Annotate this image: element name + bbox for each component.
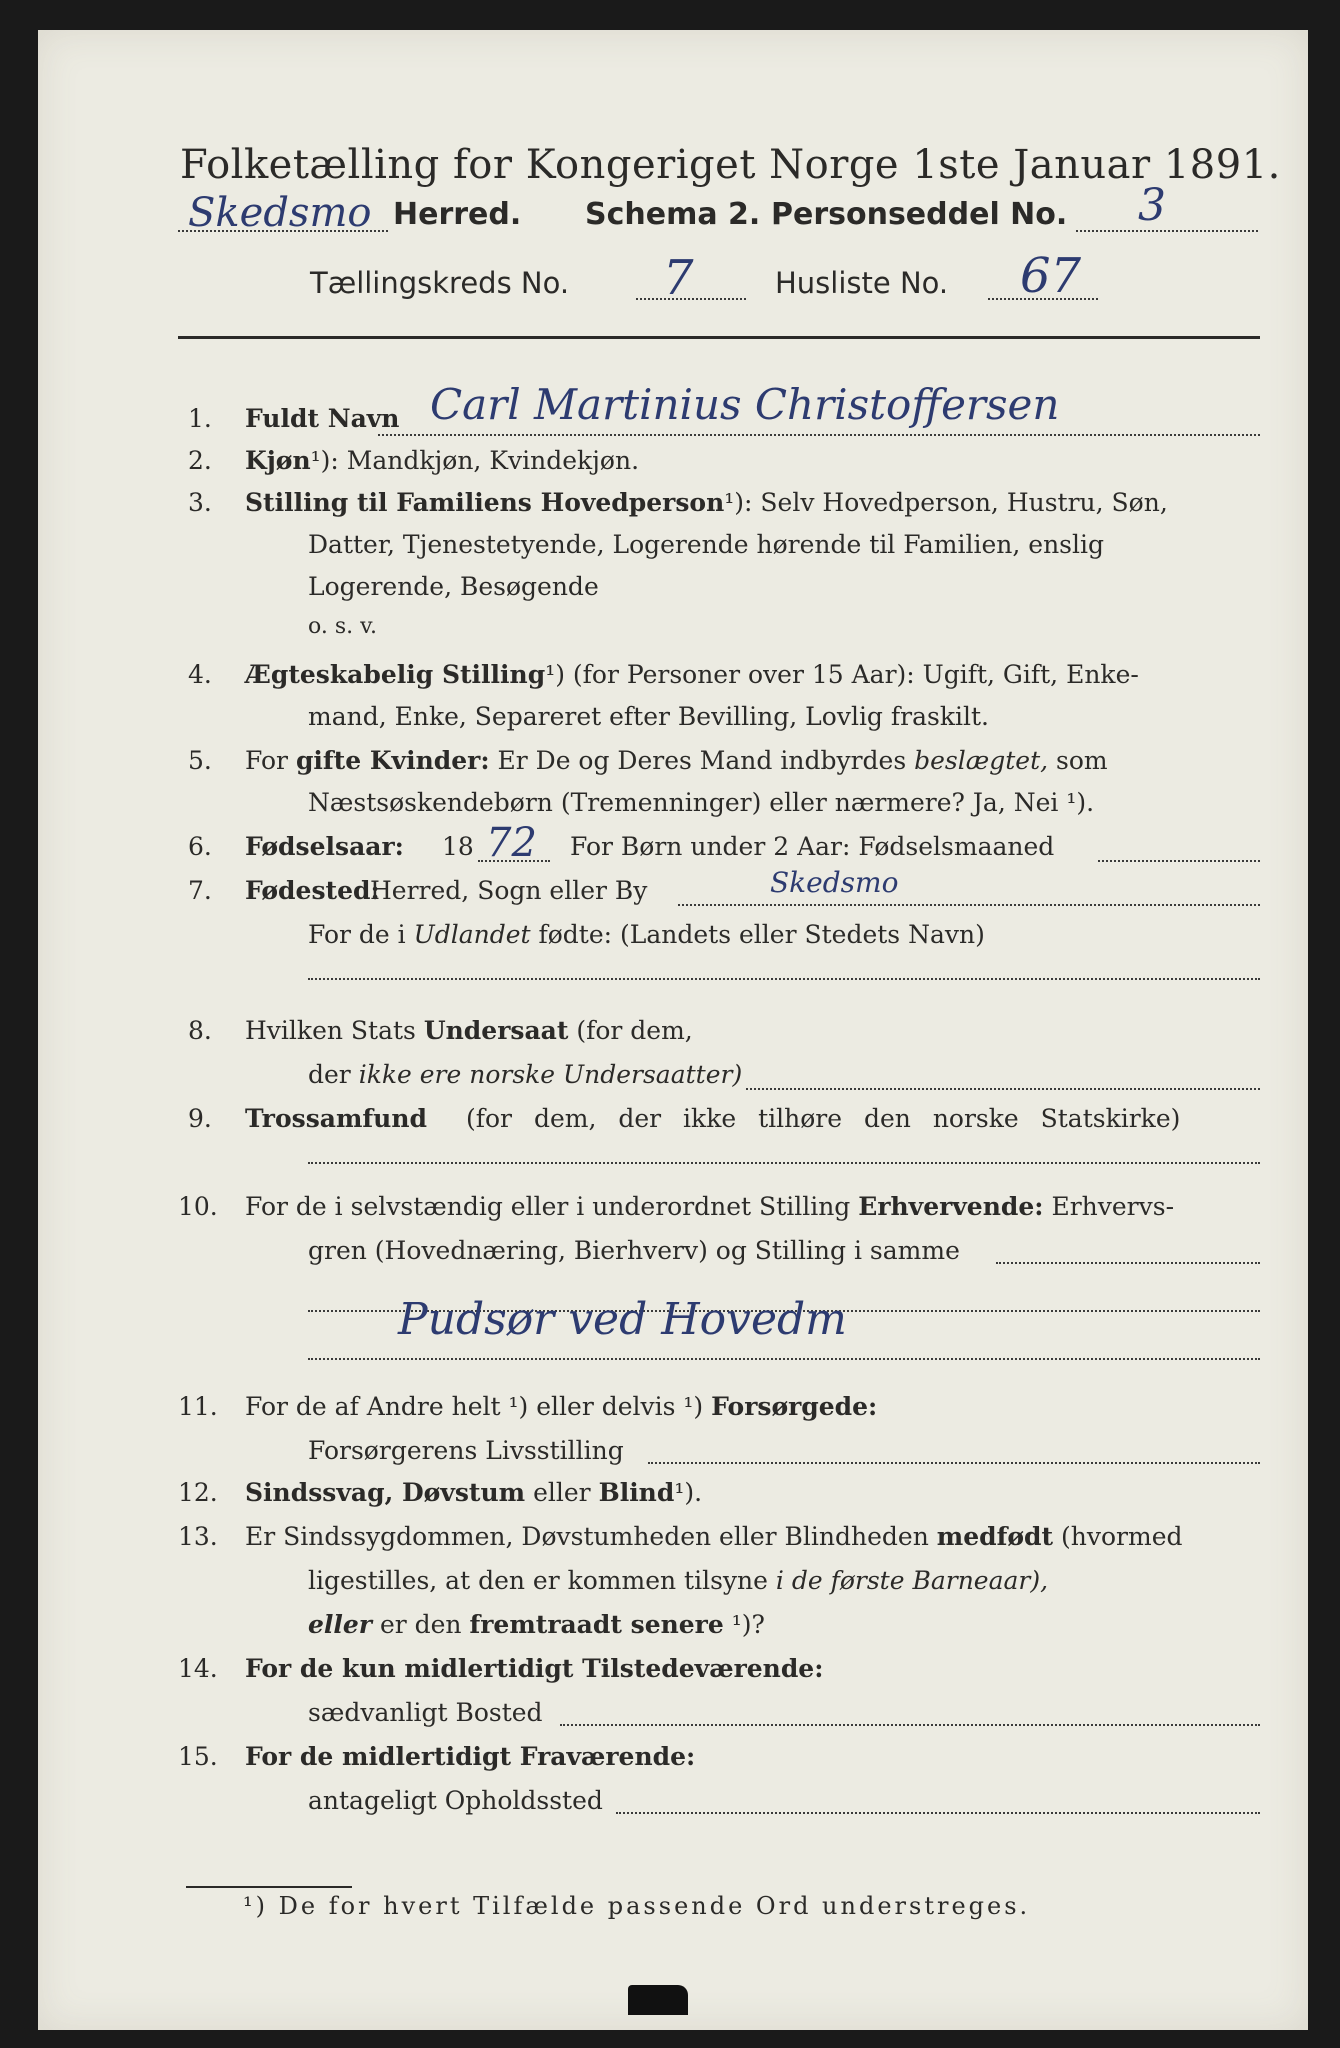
q6-rest: For Børn under 2 Aar: Fødselsmaaned bbox=[570, 832, 1055, 861]
q8-dotted-line bbox=[746, 1088, 1260, 1090]
q10-number: 10. bbox=[178, 1192, 218, 1221]
q3-options-1: ¹): Selv Hovedperson, Hustru, Søn, bbox=[724, 488, 1168, 517]
q7-dotted-line bbox=[678, 904, 1260, 906]
q6-handwriting: 72 bbox=[486, 820, 537, 866]
q9-dotted-line bbox=[308, 1162, 1260, 1164]
personseddel-label: Personseddel No. bbox=[771, 197, 1068, 232]
q15-number: 15. bbox=[178, 1742, 218, 1771]
q6-number: 6. bbox=[188, 832, 212, 861]
q4-label: Ægteskabelig Stilling bbox=[245, 660, 546, 689]
q2-label: Kjøn bbox=[245, 446, 311, 475]
q13-footnote-ref: ¹)? bbox=[731, 1610, 765, 1639]
q13-line2 bbox=[308, 1566, 1048, 1595]
q12-eller: eller bbox=[533, 1478, 591, 1507]
q4-line2: mand, Enke, Separeret efter Bevilling, Lovlig fraskilt. bbox=[308, 702, 989, 731]
q7-line2 bbox=[308, 920, 985, 949]
q15-dotted-line bbox=[616, 1812, 1260, 1814]
q7-udland-dotted-line bbox=[308, 978, 1260, 980]
q14-line1: For de kun midlertidigt Tilstedeværende: bbox=[245, 1654, 824, 1683]
q13-line1 bbox=[245, 1522, 1183, 1551]
q5-line2: Næstsøskendebørn (Tremenninger) eller nærmere? Ja, Nei ¹). bbox=[308, 788, 1095, 817]
q12-sindssvag-dovstum: Sindssvag, Døvstum bbox=[245, 1478, 526, 1507]
q6-label: Fødselsaar: bbox=[245, 832, 404, 861]
q12-blind: Blind bbox=[598, 1478, 675, 1507]
personseddel-handwriting: 3 bbox=[1138, 180, 1166, 231]
q10-erhvervsgren: Erhvervs- bbox=[1051, 1192, 1175, 1221]
page-edge-mark bbox=[628, 1985, 688, 2015]
q11-line2: Forsørgerens Livsstilling bbox=[308, 1436, 624, 1465]
q3-line3: Logerende, Besøgende bbox=[308, 572, 599, 601]
q5-for: For bbox=[245, 746, 288, 775]
q3-line4: o. s. v. bbox=[308, 614, 377, 639]
census-form bbox=[38, 30, 1308, 2030]
q4-options-1: ¹) (for Personer over 15 Aar): Ugift, Gift, Enke- bbox=[545, 660, 1139, 689]
herred-label: Herred. bbox=[393, 197, 522, 232]
q3-label: Stilling til Familiens Hovedperson bbox=[245, 488, 725, 517]
q13-er-den: er den bbox=[379, 1610, 462, 1639]
q3-line2: Datter, Tjenestetyende, Logerende hørende til Familien, enslig bbox=[308, 530, 1105, 559]
herred-handwriting: Skedsmo bbox=[188, 190, 372, 236]
q8-line2 bbox=[308, 1060, 742, 1089]
q8-for-dem: (for dem, bbox=[576, 1016, 693, 1045]
q8-der: der bbox=[308, 1060, 351, 1089]
kreds-handwriting: 7 bbox=[663, 250, 694, 306]
q15-line2: antageligt Opholdssted bbox=[308, 1786, 603, 1815]
q13-medfodt: medfødt bbox=[936, 1522, 1054, 1551]
q8-number: 8. bbox=[188, 1016, 212, 1045]
q15-line1: For de midlertidigt Fraværende: bbox=[245, 1742, 696, 1771]
q7-udlandet: Udlandet bbox=[413, 920, 531, 949]
q11-number: 11. bbox=[178, 1392, 218, 1421]
q14-dotted-line bbox=[560, 1724, 1260, 1726]
q13-hvormed: (hvormed bbox=[1061, 1522, 1183, 1551]
q5-question: Er De og Deres Mand indbyrdes bbox=[497, 746, 907, 775]
q9-label: Trossamfund bbox=[245, 1104, 428, 1133]
q4-line1 bbox=[245, 660, 1139, 689]
q1-label: Fuldt Navn bbox=[245, 404, 400, 433]
q11-forsorgede: Forsørgede: bbox=[711, 1392, 878, 1421]
q2-number: 2. bbox=[188, 446, 212, 475]
q8-ikke-norske: ikke ere norske Undersaatter) bbox=[358, 1060, 743, 1089]
q13-line3 bbox=[308, 1610, 765, 1639]
q12-footnote-ref: ¹). bbox=[674, 1478, 703, 1507]
q7-landets-navn: fødte: (Landets eller Stedets Navn) bbox=[538, 920, 985, 949]
q7-label: Fødested: bbox=[245, 876, 380, 905]
q5-line1 bbox=[245, 746, 1108, 775]
q13-fremtraadt-senere: fremtraadt senere bbox=[469, 1610, 724, 1639]
q3-line1 bbox=[245, 488, 1168, 517]
q13-question: Er Sindssygdommen, Døvstumheden eller Blindheden bbox=[245, 1522, 929, 1551]
q2-text bbox=[245, 446, 639, 475]
q10-dotted-line-3 bbox=[308, 1358, 1260, 1360]
q10-line2: gren (Hovednæring, Bierhverv) og Stilling i samme bbox=[308, 1236, 960, 1265]
footnote-text: ¹) De for hvert Tilfælde passende Ord understreges. bbox=[243, 1892, 1031, 1920]
q13-forste-barneaar: i de første Barneaar), bbox=[775, 1566, 1049, 1595]
q5-som: som bbox=[1056, 746, 1108, 775]
q11-line1 bbox=[245, 1392, 877, 1421]
q8-hvilken-stats: Hvilken Stats bbox=[245, 1016, 416, 1045]
q7-for-de-i: For de i bbox=[308, 920, 406, 949]
q1-number: 1. bbox=[188, 404, 212, 433]
form-title: Folketælling for Kongeriget Norge 1ste Januar 1891. bbox=[180, 142, 1281, 188]
q10-line1 bbox=[245, 1192, 1174, 1221]
q13-ligestilles: ligestilles, at den er kommen tilsyne bbox=[308, 1566, 768, 1595]
q6-prefix: 18 bbox=[442, 832, 474, 861]
q12-number: 12. bbox=[178, 1478, 218, 1507]
footnote-rule bbox=[186, 1886, 352, 1888]
q7-handwriting: Skedsmo bbox=[770, 866, 899, 899]
q5-number: 5. bbox=[188, 746, 212, 775]
q3-number: 3. bbox=[188, 488, 212, 517]
q2-options: ¹): Mandkjøn, Kvindekjøn. bbox=[310, 446, 640, 475]
q10-dotted-line-1 bbox=[996, 1262, 1260, 1264]
q1-handwriting: Carl Martinius Christoffersen bbox=[430, 380, 1060, 429]
q14-number: 14. bbox=[178, 1654, 218, 1683]
husliste-handwriting: 67 bbox=[1020, 248, 1082, 304]
q13-eller: eller bbox=[308, 1610, 372, 1639]
q6-month-dotted-line bbox=[1098, 860, 1260, 862]
personseddel-dotted-line bbox=[1076, 230, 1258, 232]
q14-line2: sædvanligt Bosted bbox=[308, 1698, 543, 1727]
q5-gifte-kvinder: gifte Kvinder: bbox=[295, 746, 490, 775]
schema-label: Schema 2. bbox=[585, 197, 761, 232]
husliste-label: Husliste No. bbox=[775, 266, 949, 300]
q4-number: 4. bbox=[188, 660, 212, 689]
q11-dotted-line bbox=[648, 1462, 1260, 1464]
q12-line bbox=[245, 1478, 702, 1507]
q7-number: 7. bbox=[188, 876, 212, 905]
q7-rest: Herred, Sogn eller By bbox=[370, 876, 648, 905]
q5-beslaegtet: beslægtet, bbox=[914, 746, 1049, 775]
q10-erhvervende: Erhvervende: bbox=[858, 1192, 1044, 1221]
kreds-label: Tællingskreds No. bbox=[310, 266, 570, 300]
q9-number: 9. bbox=[188, 1104, 212, 1133]
q10-for-de-i: For de i selvstændig eller i underordnet Stilling bbox=[245, 1192, 851, 1221]
q13-number: 13. bbox=[178, 1522, 218, 1551]
header-separator bbox=[178, 336, 1260, 339]
q8-line1 bbox=[245, 1016, 693, 1045]
q1-dotted-line bbox=[378, 434, 1260, 436]
q10-handwriting: Pudsør ved Hovedm bbox=[398, 1294, 847, 1345]
q8-undersaat: Undersaat bbox=[423, 1016, 569, 1045]
q11-for-de-af-andre: For de af Andre helt ¹) eller delvis ¹) bbox=[245, 1392, 704, 1421]
q9-rest: (for dem, der ikke tilhøre den norske Statskirke) bbox=[466, 1104, 1181, 1133]
